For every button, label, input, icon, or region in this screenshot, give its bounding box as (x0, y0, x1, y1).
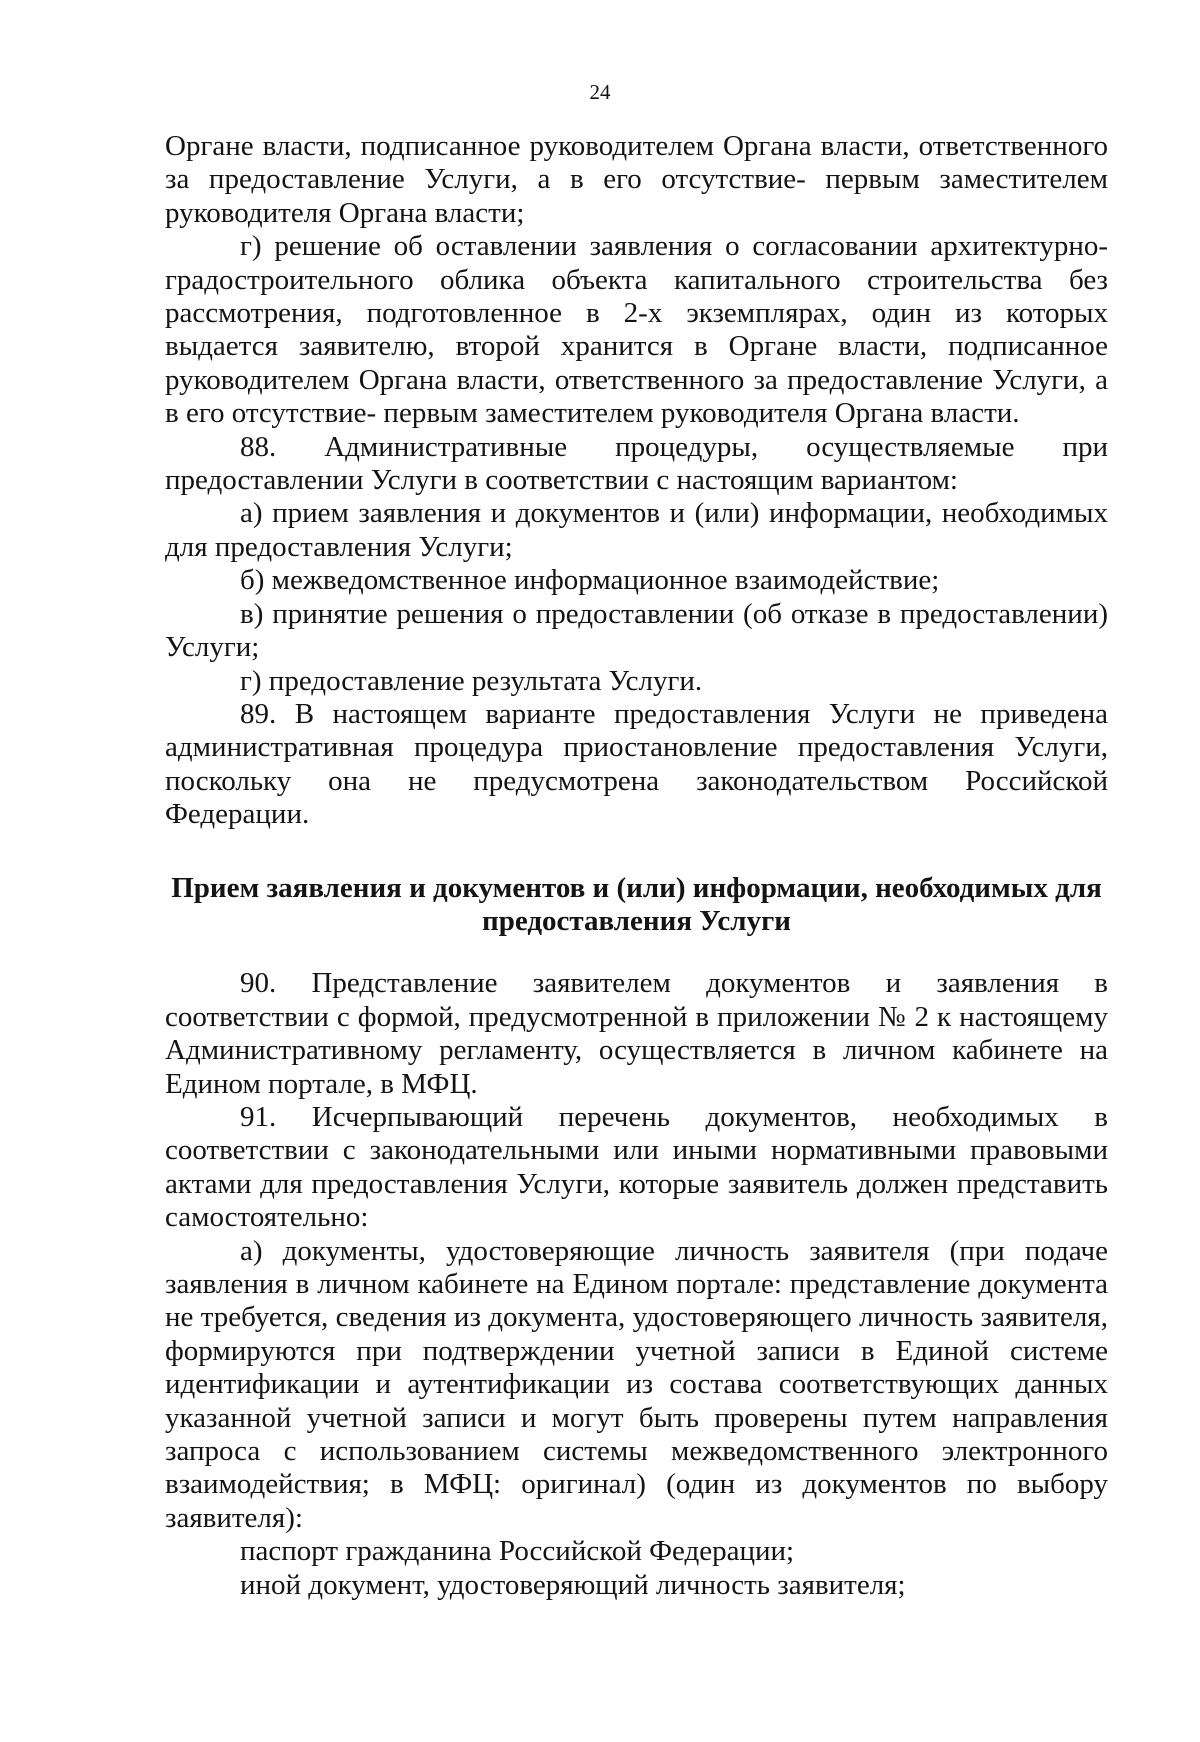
paragraph: 91. Исчерпывающий перечень документов, необходимых в соответствии с законодательными или иными нормативными правовыми актами для предоставления Услуги, которые заявитель должен представить самостоятельно: (165, 1100, 1108, 1234)
paragraph: а) прием заявления и документов и (или) информации, необходимых для предоставления Услуги; (165, 497, 1108, 563)
list-item: иной документ, удостоверяющий личность заявителя; (240, 1568, 906, 1601)
section-before-heading (165, 130, 1108, 832)
page-number: 24 (589, 80, 611, 104)
paragraph: б) межведомственное информационное взаимодействие; (240, 564, 940, 597)
paragraph: г) решение об оставлении заявления о согласовании архитектурно-градостроительного облика объекта капитального строительства без рассмотрения, подготовленное в 2-х экземплярах, один из которых выдается заявителю, второй хранится в Органе власти, подписанное руководителем Органа власти, ответственного за предоставление Услуги, а в его отсутствие- первым заместителем руководителя Органа власти. (165, 230, 1108, 430)
paragraph: 90. Представление заявителем документов и заявления в соответствии с формой, предусмотренной в приложении № 2 к настоящему Административному регламенту, осуществляется в личном кабинете на Едином портале, в МФЦ. (165, 967, 1108, 1100)
section-after-heading (165, 967, 1108, 1602)
paragraph: 88. Административные процедуры, осуществляемые при предоставлении Услуги в соответствии с настоящим вариантом: (165, 430, 1108, 497)
paragraph: в) принятие решения о предоставлении (об отказе в предоставлении) Услуги; (165, 597, 1108, 664)
paragraph: г) предоставление результата Услуги. (240, 664, 703, 697)
section-heading-line: предоставления Услуги (482, 904, 791, 937)
paragraph: Органе власти, подписанное руководителем Органа власти, ответственного за предоставление Услуги, а в его отсутствие- первым заместителем руководителя Органа власти; (165, 130, 1108, 229)
paragraph: 89. В настоящем варианте предоставления Услуги не приведена административная процедура приостановление предоставления Услуги, поскольку она не предусмотрена законодательством Российской Федерации. (165, 697, 1108, 831)
list-item: паспорт гражданина Российской Федерации; (240, 1535, 795, 1568)
section-heading-line: Прием заявления и документов и (или) информации, необходимых для (171, 871, 1102, 904)
document-body (165, 130, 1108, 1602)
section-heading (165, 872, 1108, 939)
paragraph: а) документы, удостоверяющие личность заявителя (при подаче заявления в личном кабинете на Едином портале: представление документа не требуется, сведения из документа, удостоверяющего личность заявителя, формируются при подтверждении учетной записи в Единой системе идентификации и аутентификации из состава соответствующих данных указанной учетной записи и могут быть проверены путем направления запроса с использованием системы межведомственного электронного взаимодействия; в МФЦ: оригинал) (один из документов по выбору заявителя): (165, 1234, 1108, 1534)
